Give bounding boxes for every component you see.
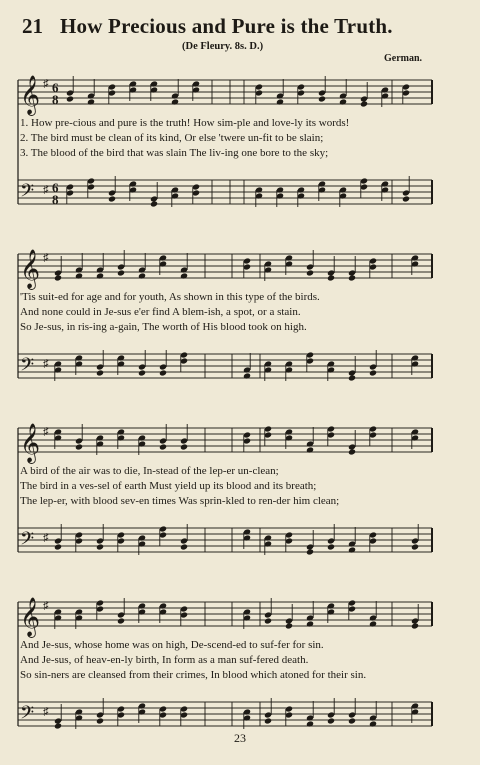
treble-staff bbox=[18, 423, 432, 464]
note bbox=[96, 272, 104, 279]
note bbox=[138, 369, 146, 376]
note bbox=[306, 548, 314, 555]
note bbox=[369, 720, 377, 727]
lyric-line: And Je-sus, of heav-en-ly birth, In form as a man suf-fered death. bbox=[20, 654, 309, 666]
note bbox=[96, 369, 104, 376]
note bbox=[369, 369, 377, 376]
sharp-key-signature-icon: ♯ bbox=[43, 358, 49, 370]
note bbox=[171, 98, 179, 105]
treble-clef-icon: 𝄞 bbox=[20, 597, 41, 637]
note bbox=[348, 448, 356, 455]
treble-staff bbox=[18, 597, 432, 638]
treble-clef-icon: 𝄞 bbox=[20, 423, 41, 463]
lyric-line: And Je-sus, whose home was on high, De-scend-ed to suf-fer for sin. bbox=[20, 639, 324, 651]
note bbox=[75, 272, 83, 279]
lyric-line: The lep-er, with blood sev-en times Was sprin-kled to ren-der him clean; bbox=[20, 495, 340, 507]
lyric-line: The bird in a ves-sel of earth Must yield up its blood and its breath; bbox=[20, 480, 317, 492]
note bbox=[54, 543, 62, 550]
note bbox=[318, 95, 326, 102]
note bbox=[402, 195, 410, 202]
lyric-line: 1. How pre-cious and pure is the truth! How sim-ple and love-ly its words! bbox=[20, 117, 350, 129]
hymn-number: 21 bbox=[22, 14, 43, 38]
bass-staff bbox=[18, 176, 432, 208]
bass-clef-icon: 𝄢 bbox=[20, 181, 35, 206]
note bbox=[348, 374, 356, 381]
note bbox=[87, 98, 95, 105]
note bbox=[54, 722, 62, 729]
note bbox=[411, 622, 419, 629]
note bbox=[306, 620, 314, 627]
note bbox=[264, 617, 272, 624]
treble-clef-icon: 𝄞 bbox=[20, 75, 41, 115]
hymn-title: How Precious and Pure is the Truth. bbox=[60, 14, 393, 38]
note bbox=[369, 620, 377, 627]
svg-text:8: 8 bbox=[52, 92, 59, 107]
sharp-key-signature-icon: ♯ bbox=[43, 252, 49, 264]
note bbox=[117, 617, 125, 624]
note bbox=[75, 443, 83, 450]
lyric-line: 'Tis suit-ed for age and for youth, As shown in this type of the birds. bbox=[20, 291, 320, 303]
note bbox=[360, 100, 368, 107]
note bbox=[306, 720, 314, 727]
note bbox=[348, 717, 356, 724]
treble-staff bbox=[18, 249, 432, 290]
note bbox=[285, 622, 293, 629]
note bbox=[96, 717, 104, 724]
note bbox=[348, 274, 356, 281]
note bbox=[243, 372, 251, 379]
note bbox=[159, 369, 167, 376]
bass-staff bbox=[18, 350, 432, 382]
lyric-line: 3. The blood of the bird that was slain The liv-ing one bore to the sky; bbox=[20, 147, 329, 159]
note bbox=[54, 274, 62, 281]
lyric-line: So Je-sus, in ris-ing a-gain, The worth of His blood took on high. bbox=[20, 321, 307, 333]
note bbox=[180, 443, 188, 450]
bass-clef-icon: 𝄢 bbox=[20, 355, 35, 380]
sharp-key-signature-icon: ♯ bbox=[43, 600, 49, 612]
note bbox=[66, 95, 74, 102]
lyric-line: A bird of the air was to die, In-stead of the lep-er un-clean; bbox=[20, 465, 279, 477]
svg-text:6: 6 bbox=[52, 80, 59, 95]
lyric-line: 2. The bird must be clean of its kind, Or else 'twere un-fit to be slain; bbox=[20, 132, 324, 144]
note bbox=[117, 269, 125, 276]
note bbox=[348, 546, 356, 553]
note bbox=[138, 272, 146, 279]
note bbox=[180, 272, 188, 279]
lyric-line: So sin-ners are cleansed from their crimes, In blood which atoned for their sin. bbox=[20, 669, 367, 681]
note bbox=[180, 543, 188, 550]
note bbox=[327, 543, 335, 550]
bass-clef-icon: 𝄢 bbox=[20, 703, 35, 728]
sharp-key-signature-icon: ♯ bbox=[43, 532, 49, 544]
note bbox=[108, 195, 116, 202]
lyric-line: And none could in Je-sus e'er find A blem-ish, a spot, or a stain. bbox=[20, 306, 301, 318]
note bbox=[411, 543, 419, 550]
note bbox=[159, 443, 167, 450]
bass-clef-icon: 𝄢 bbox=[20, 529, 35, 554]
tune-name: (De Fleury. 8s. D.) bbox=[182, 41, 264, 52]
note bbox=[150, 200, 158, 207]
note bbox=[327, 274, 335, 281]
bass-staff bbox=[18, 698, 432, 730]
sharp-key-signature-icon: ♯ bbox=[43, 184, 49, 196]
svg-text:6: 6 bbox=[52, 180, 59, 195]
svg-text:8: 8 bbox=[52, 192, 59, 207]
sharp-key-signature-icon: ♯ bbox=[43, 426, 49, 438]
bass-staff bbox=[18, 524, 432, 556]
treble-clef-icon: 𝄞 bbox=[20, 249, 41, 289]
sharp-key-signature-icon: ♯ bbox=[43, 78, 49, 90]
note bbox=[276, 98, 284, 105]
note bbox=[306, 269, 314, 276]
hymn-source: German. bbox=[384, 53, 423, 64]
note bbox=[264, 717, 272, 724]
note bbox=[96, 543, 104, 550]
note bbox=[339, 98, 347, 105]
treble-staff bbox=[18, 75, 432, 116]
note bbox=[327, 717, 335, 724]
page-number: 23 bbox=[234, 731, 246, 745]
sharp-key-signature-icon: ♯ bbox=[43, 706, 49, 718]
note bbox=[306, 446, 314, 453]
